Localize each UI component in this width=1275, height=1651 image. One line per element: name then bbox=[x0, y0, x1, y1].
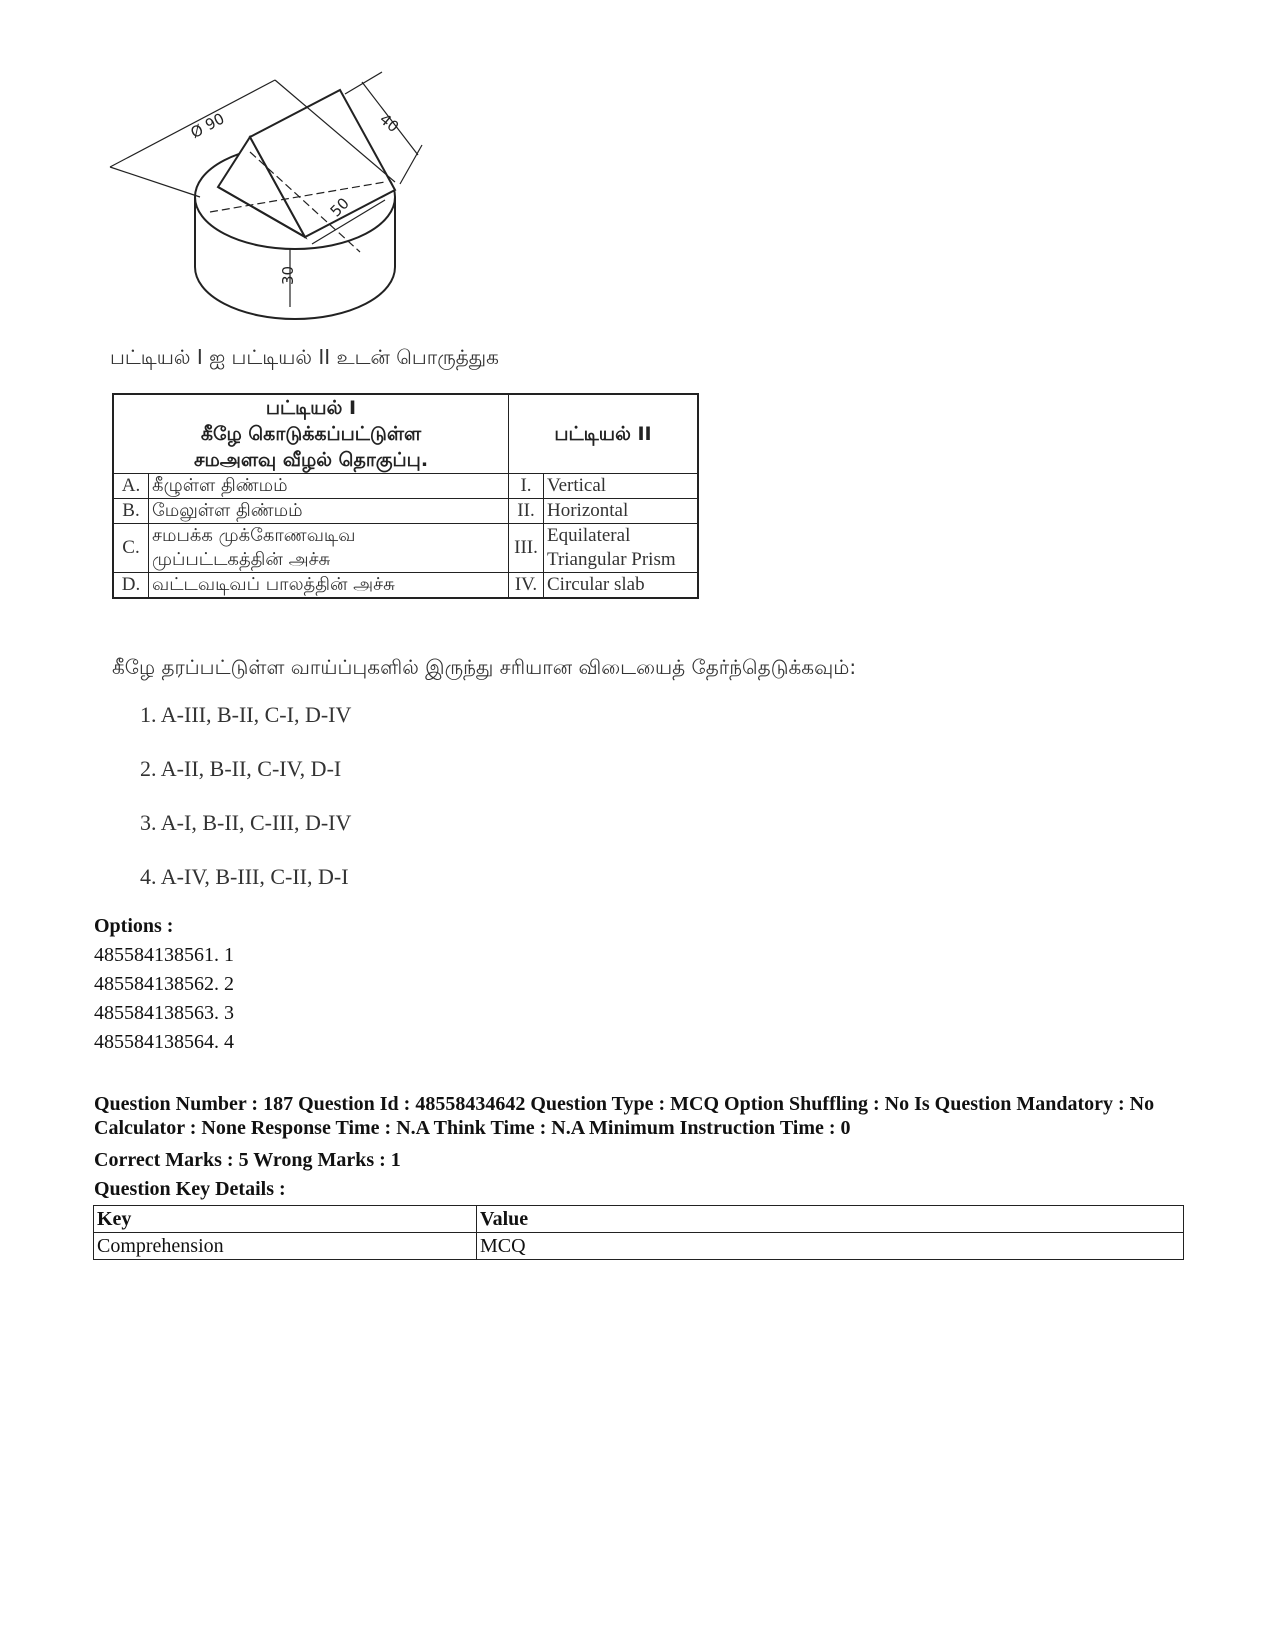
answer-choice-3: 3. A-I, B-II, C-III, D-IV bbox=[140, 810, 352, 835]
value-column-header: Value bbox=[477, 1206, 1184, 1233]
dim-height-label: 30 bbox=[279, 265, 297, 285]
question-meta: Question Number : 187 Question Id : 48558434642 Question Type : MCQ Option Shuffling : No Is Question Mandatory : No Calculator : None Response Time : N.A Think Time : N.A Minimum Instruction Time : 0 bbox=[94, 1093, 1155, 1139]
answer-choice-2: 2. A-II, B-II, C-IV, D-I bbox=[140, 756, 342, 781]
marks-line: Correct Marks : 5 Wrong Marks : 1 bbox=[94, 1149, 401, 1171]
match-table-header bbox=[113, 394, 698, 474]
table-row: C. சமபக்க முக்கோணவடிவ முப்பட்டகத்தின் அச்சு III. Equilateral Triangular Prism bbox=[113, 524, 698, 573]
dim-width-label: 40 bbox=[376, 109, 403, 137]
answer-choice-1: 1. A-III, B-II, C-I, D-IV bbox=[140, 702, 352, 727]
key-details-table bbox=[93, 1205, 1184, 1260]
key-cell: Comprehension bbox=[94, 1233, 477, 1260]
key-details-heading: Question Key Details : bbox=[94, 1178, 286, 1200]
table-row bbox=[94, 1206, 1184, 1233]
dim-diameter-label: Ø 90 bbox=[187, 109, 228, 142]
isometric-figure bbox=[100, 62, 450, 332]
answer-choice-4: 4. A-IV, B-III, C-II, D-I bbox=[140, 864, 349, 889]
option-id-3: 485584138563. 3 bbox=[94, 1002, 234, 1024]
list-two-header: பட்டியல் II bbox=[509, 394, 699, 474]
match-table bbox=[112, 393, 699, 599]
table-row: A. கீழுள்ள திண்மம் I. Vertical bbox=[113, 474, 698, 499]
options-heading: Options : bbox=[94, 915, 174, 937]
table-row: B. மேலுள்ள திண்மம் II. Horizontal bbox=[113, 499, 698, 524]
option-id-1: 485584138561. 1 bbox=[94, 944, 234, 966]
match-instruction: பட்டியல் I ஐ பட்டியல் II உடன் பொருத்துக bbox=[110, 345, 499, 369]
choose-instruction: கீழே தரப்பட்டுள்ள வாய்ப்புகளில் இருந்து சரியான விடையைத் தேர்ந்தெடுக்கவும்: bbox=[112, 655, 857, 679]
key-column-header: Key bbox=[94, 1206, 477, 1233]
option-id-4: 485584138564. 4 bbox=[94, 1031, 234, 1053]
dim-length-label: 50 bbox=[326, 194, 353, 221]
value-cell: MCQ bbox=[477, 1233, 1184, 1260]
table-row: D. வட்டவடிவப் பாலத்தின் அச்சு IV. Circular slab bbox=[113, 573, 698, 599]
table-row bbox=[94, 1233, 1184, 1260]
list-one-header: பட்டியல் I கீழே கொடுக்கப்பட்டுள்ள சமஅளவு வீழல் தொகுப்பு. bbox=[113, 394, 509, 474]
option-id-2: 485584138562. 2 bbox=[94, 973, 234, 995]
